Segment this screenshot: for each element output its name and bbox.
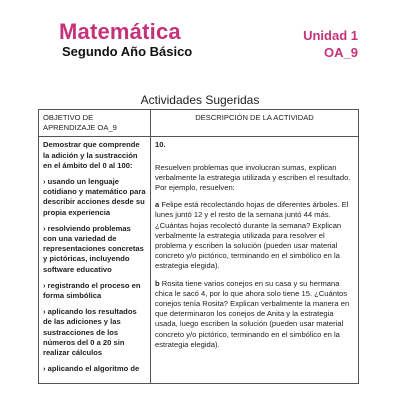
item-label: a [155,200,160,210]
activity-item-b [155,279,354,350]
activities-table [38,109,359,384]
objective-column-header: OBJETIVO DE APRENDIZAJE OA_9 [39,110,151,137]
objective-item: › aplicando los resultados de las adiciones y las sustracciones de los números del 0 a 20 sin realizar cálculos [43,307,137,358]
objective-code: OA_9 [324,45,358,60]
item-text: Felipe está recolectando hojas de diferentes árboles. El lunes juntó 12 y el resto de la semana juntó 44 más. ¿Cuántas hojas recolectó durante la semana? Explican verbalmente la estrategia utilizada para resolver el problema y escriben la solución (pueden usar material concreto y/o pictórico, terminando en el simbólico en la estrategia elegida). [155,200,349,271]
objective-item: › aplicando el algoritmo de [43,364,140,374]
unit-block [303,27,358,61]
section-title: Actividades Sugeridas [140,93,260,107]
activity-intro: Resuelven problemas que involucran sumas, explican verbalmente la estrategia utilizada y escriben el resultado. Por ejemplo, resuelven: [155,162,351,193]
objective-item: › resolviendo problemas con una variedad de representaciones concretas y pictóricas, incluyendo software educativo [43,223,144,274]
item-text: Rosita tiene varios conejos en su casa y su hermana chica le sacó 4, por lo que ahora solo tiene 15. ¿Cuántos conejos tenía Rosita? Explican verbalmente la manera en que determinaron los conejos de Anita y la estrategia usada, luego escriben la solución (pueden usar material concreto y/o pictórico, terminando en el simbólico en la estrategia elegida). [155,278,350,349]
grade-subtitle: Segundo Año Básico [62,44,193,59]
unit-label: Unidad 1 [303,28,358,43]
activity-cell [151,137,359,384]
objective-item: Demostrar que comprende la adición y la sustracción en el ámbito del 0 al 100: [43,140,140,170]
objective-item: › usando un lenguaje cotidiano y matemático para describir acciones desde su propia experiencia [43,177,146,217]
activity-column-header: DESCRIPCIÓN DE LA ACTIVIDAD [151,110,359,137]
activity-number: 10. [155,140,166,150]
table-header-row [39,110,359,137]
objective-item: › registrando el proceso en forma simbólica [43,280,141,301]
item-label: b [155,278,160,288]
table-row [39,137,359,384]
objective-cell [39,137,151,384]
subject-title: Matemática [59,19,181,44]
activity-item-a [155,200,354,271]
